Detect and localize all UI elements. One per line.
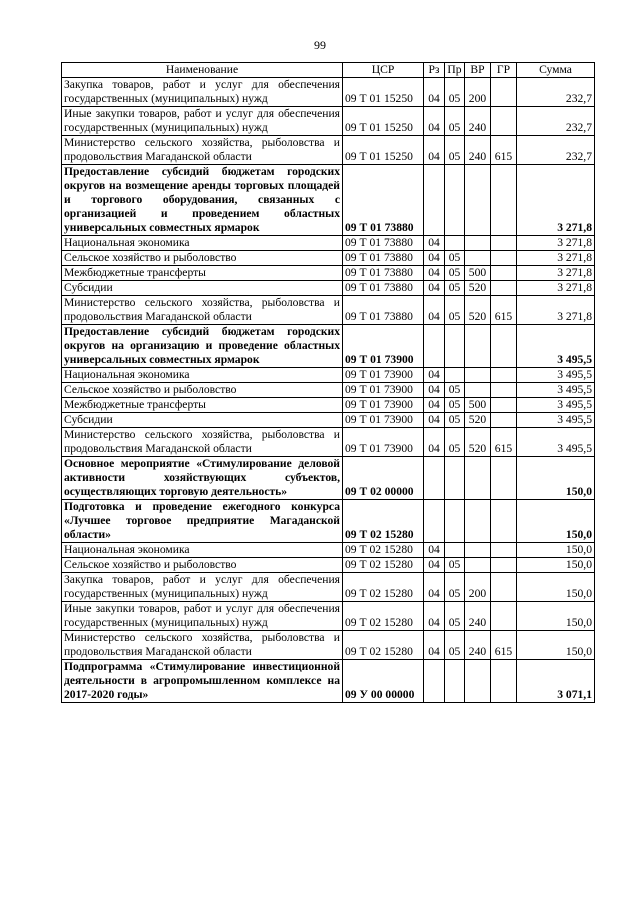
cell-gr [491,558,517,573]
cell-csr: 09 Т 01 15250 [343,136,424,165]
cell-rz: 04 [424,631,445,660]
cell-gr [491,281,517,296]
cell-gr [491,78,517,107]
cell-csr: 09 Т 02 15280 [343,602,424,631]
cell-name: Министерство сельского хозяйства, рыболовства и продовольствия Магаданской области [62,428,343,457]
cell-name: Предоставление субсидий бюджетам городских округов на организацию и проведение областных универсальных совместных ярмарок [62,325,343,368]
cell-pr: 05 [445,398,465,413]
cell-csr: 09 Т 01 73900 [343,383,424,398]
table-row [62,107,595,136]
cell-sum: 3 271,8 [517,251,595,266]
cell-vr [465,165,491,236]
cell-csr: 09 Т 01 73900 [343,325,424,368]
cell-name: Закупка товаров, работ и услуг для обеспечения государственных (муниципальных) нужд [62,78,343,107]
cell-vr: 520 [465,428,491,457]
cell-vr: 200 [465,573,491,602]
cell-rz: 04 [424,281,445,296]
table-row [62,165,595,236]
table-row [62,251,595,266]
cell-vr: 240 [465,136,491,165]
cell-sum: 150,0 [517,602,595,631]
cell-sum: 232,7 [517,78,595,107]
cell-gr [491,573,517,602]
cell-rz: 04 [424,136,445,165]
cell-vr: 520 [465,296,491,325]
cell-vr: 500 [465,266,491,281]
table-row [62,500,595,543]
cell-name: Национальная экономика [62,368,343,383]
header-gr: ГР [491,63,517,78]
table-row [62,573,595,602]
cell-sum: 3 271,8 [517,266,595,281]
cell-name: Национальная экономика [62,543,343,558]
cell-gr [491,413,517,428]
cell-gr [491,457,517,500]
cell-pr: 05 [445,413,465,428]
cell-name: Межбюджетные трансферты [62,398,343,413]
cell-rz: 04 [424,107,445,136]
cell-pr [445,165,465,236]
cell-sum: 3 271,8 [517,281,595,296]
cell-name: Министерство сельского хозяйства, рыболовства и продовольствия Магаданской области [62,296,343,325]
cell-csr: 09 Т 01 73880 [343,165,424,236]
cell-gr [491,660,517,703]
cell-pr: 05 [445,296,465,325]
cell-csr: 09 Т 02 15280 [343,500,424,543]
cell-name: Иные закупки товаров, работ и услуг для обеспечения государственных (муниципальных) нужд [62,107,343,136]
cell-rz [424,660,445,703]
cell-csr: 09 Т 01 73880 [343,281,424,296]
cell-name: Министерство сельского хозяйства, рыболовства и продовольствия Магаданской области [62,631,343,660]
cell-rz: 04 [424,266,445,281]
cell-vr [465,368,491,383]
cell-pr [445,500,465,543]
cell-csr: 09 Т 01 73880 [343,251,424,266]
table-row [62,236,595,251]
cell-sum: 3 495,5 [517,398,595,413]
cell-gr [491,383,517,398]
cell-gr [491,107,517,136]
table-row [62,78,595,107]
table-row [62,296,595,325]
cell-rz: 04 [424,236,445,251]
cell-vr [465,500,491,543]
cell-pr: 05 [445,602,465,631]
cell-name: Сельское хозяйство и рыболовство [62,383,343,398]
cell-rz: 04 [424,413,445,428]
table-row [62,398,595,413]
cell-pr [445,236,465,251]
cell-sum: 150,0 [517,500,595,543]
table-row [62,136,595,165]
budget-table [61,62,595,703]
page-number: 99 [314,38,326,52]
cell-rz: 04 [424,251,445,266]
cell-sum: 3 271,8 [517,296,595,325]
cell-gr [491,236,517,251]
cell-pr [445,660,465,703]
cell-pr: 05 [445,136,465,165]
cell-sum: 3 495,5 [517,368,595,383]
cell-sum: 3 271,8 [517,236,595,251]
cell-rz: 04 [424,558,445,573]
cell-sum: 3 071,1 [517,660,595,703]
header-pr: Пр [445,63,465,78]
cell-gr [491,398,517,413]
cell-gr [491,543,517,558]
table-row [62,281,595,296]
cell-pr [445,543,465,558]
header-sum: Сумма [517,63,595,78]
cell-csr: 09 Т 01 73880 [343,236,424,251]
cell-name: Иные закупки товаров, работ и услуг для обеспечения государственных (муниципальных) нужд [62,602,343,631]
cell-rz [424,457,445,500]
cell-sum: 232,7 [517,136,595,165]
cell-name: Сельское хозяйство и рыболовство [62,558,343,573]
cell-gr: 615 [491,428,517,457]
header-vr: ВР [465,63,491,78]
cell-csr: 09 Т 01 73900 [343,428,424,457]
table-row [62,325,595,368]
cell-pr: 05 [445,78,465,107]
cell-vr [465,325,491,368]
header-csr: ЦСР [343,63,424,78]
cell-name: Основное мероприятие «Стимулирование деловой активности хозяйствующих субъектов, осуществляющих торговую деятельность» [62,457,343,500]
cell-sum: 150,0 [517,631,595,660]
cell-vr [465,543,491,558]
header-rz: Рз [424,63,445,78]
cell-gr [491,251,517,266]
cell-gr: 615 [491,631,517,660]
cell-vr: 520 [465,413,491,428]
cell-vr [465,660,491,703]
cell-rz: 04 [424,368,445,383]
cell-rz: 04 [424,573,445,602]
cell-vr: 240 [465,631,491,660]
cell-pr [445,457,465,500]
cell-name: Межбюджетные трансферты [62,266,343,281]
cell-pr: 05 [445,558,465,573]
cell-rz [424,500,445,543]
cell-rz [424,165,445,236]
cell-sum: 3 495,5 [517,383,595,398]
cell-pr: 05 [445,107,465,136]
cell-pr: 05 [445,383,465,398]
cell-pr [445,368,465,383]
cell-name: Подпрограмма «Стимулирование инвестиционной деятельности в агропромышленном комплексе на 2017-2020 годы» [62,660,343,703]
cell-csr: 09 Т 01 73880 [343,296,424,325]
cell-rz: 04 [424,398,445,413]
cell-vr [465,251,491,266]
table-row [62,368,595,383]
cell-rz: 04 [424,383,445,398]
cell-sum: 150,0 [517,558,595,573]
cell-name: Подготовка и проведение ежегодного конкурса «Лучшее торговое предприятие Магаданской области» [62,500,343,543]
cell-gr [491,602,517,631]
table-row [62,457,595,500]
table-row [62,383,595,398]
cell-vr [465,457,491,500]
cell-name: Субсидии [62,281,343,296]
table-header-row [62,63,595,78]
table-row [62,660,595,703]
cell-sum: 3 495,5 [517,428,595,457]
cell-csr: 09 Т 02 15280 [343,558,424,573]
cell-gr: 615 [491,296,517,325]
cell-sum: 3 271,8 [517,165,595,236]
cell-name: Закупка товаров, работ и услуг для обеспечения государственных (муниципальных) нужд [62,573,343,602]
cell-csr: 09 Т 01 73900 [343,368,424,383]
cell-gr [491,266,517,281]
cell-rz [424,325,445,368]
table-row [62,413,595,428]
table-row [62,631,595,660]
cell-rz: 04 [424,543,445,558]
cell-sum: 232,7 [517,107,595,136]
cell-csr: 09 Т 01 15250 [343,78,424,107]
cell-csr: 09 У 00 00000 [343,660,424,703]
cell-vr [465,236,491,251]
cell-name: Национальная экономика [62,236,343,251]
cell-csr: 09 Т 02 00000 [343,457,424,500]
cell-vr [465,383,491,398]
cell-sum: 150,0 [517,543,595,558]
cell-csr: 09 Т 01 73900 [343,413,424,428]
cell-sum: 3 495,5 [517,325,595,368]
cell-vr: 500 [465,398,491,413]
cell-gr: 615 [491,136,517,165]
cell-csr: 09 Т 02 15280 [343,631,424,660]
cell-pr [445,325,465,368]
cell-sum: 150,0 [517,573,595,602]
cell-gr [491,165,517,236]
cell-pr: 05 [445,573,465,602]
cell-csr: 09 Т 02 15280 [343,543,424,558]
cell-vr: 240 [465,107,491,136]
cell-rz: 04 [424,428,445,457]
header-name: Наименование [62,63,343,78]
cell-sum: 150,0 [517,457,595,500]
cell-csr: 09 Т 02 15280 [343,573,424,602]
cell-name: Предоставление субсидий бюджетам городских округов на возмещение аренды торговых площадей и торгового оборудования, связанных с организацией и проведением областных универсальных совместных ярмарок [62,165,343,236]
cell-vr: 200 [465,78,491,107]
cell-pr: 05 [445,428,465,457]
cell-pr: 05 [445,631,465,660]
cell-pr: 05 [445,281,465,296]
table-row [62,543,595,558]
cell-rz: 04 [424,296,445,325]
cell-csr: 09 Т 01 15250 [343,107,424,136]
cell-csr: 09 Т 01 73900 [343,398,424,413]
cell-vr [465,558,491,573]
cell-pr: 05 [445,251,465,266]
table-row [62,558,595,573]
table-row [62,266,595,281]
cell-sum: 3 495,5 [517,413,595,428]
cell-name: Сельское хозяйство и рыболовство [62,251,343,266]
cell-vr: 520 [465,281,491,296]
table-row [62,428,595,457]
cell-pr: 05 [445,266,465,281]
table-row [62,602,595,631]
cell-vr: 240 [465,602,491,631]
cell-gr [491,325,517,368]
cell-rz: 04 [424,78,445,107]
cell-name: Министерство сельского хозяйства, рыболовства и продовольствия Магаданской области [62,136,343,165]
cell-gr [491,500,517,543]
table-body [62,78,595,703]
cell-csr: 09 Т 01 73880 [343,266,424,281]
cell-gr [491,368,517,383]
cell-name: Субсидии [62,413,343,428]
cell-rz: 04 [424,602,445,631]
